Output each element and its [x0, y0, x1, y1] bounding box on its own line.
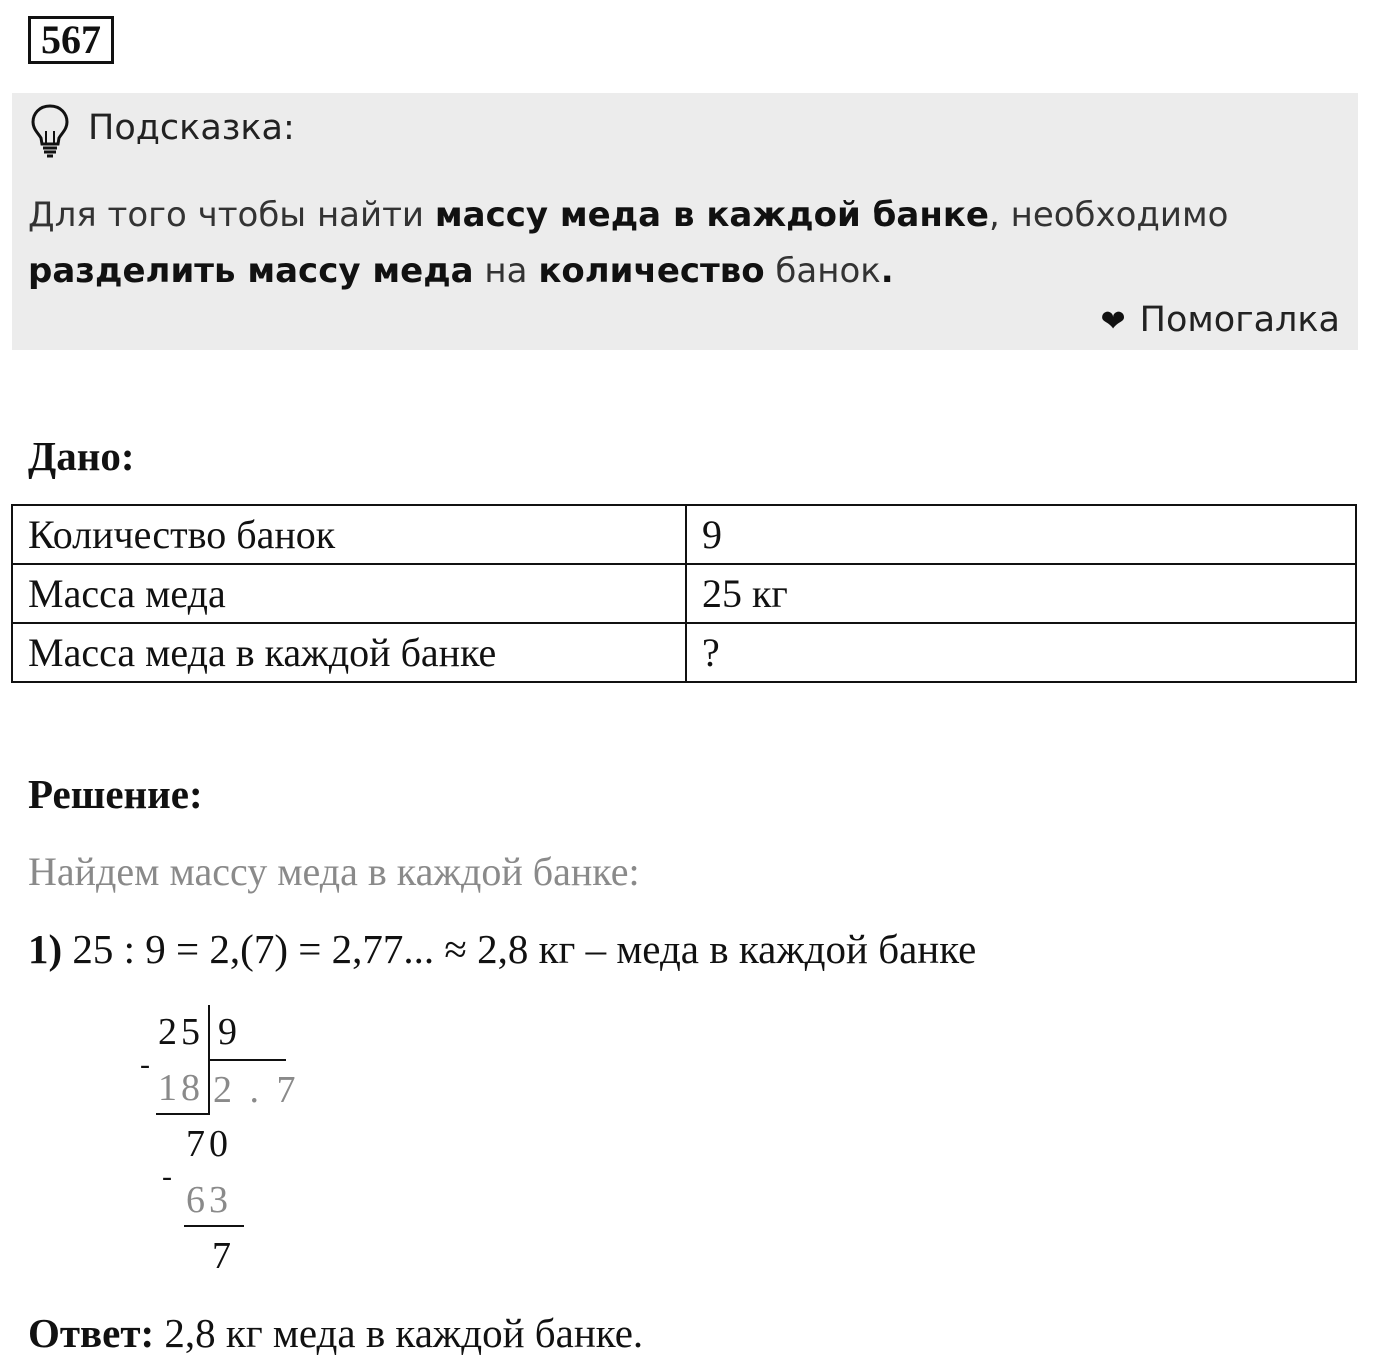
- dividend: 25: [158, 1011, 204, 1053]
- table-row: [12, 564, 1356, 623]
- hint-text-bold: .: [880, 251, 894, 291]
- heart-icon: ❤: [1100, 304, 1126, 339]
- hint-text-bold: количество: [538, 251, 765, 291]
- answer-text: 2,8 кг меда в каждой банке.: [154, 1310, 644, 1356]
- subtrahend-2: 63: [186, 1179, 232, 1221]
- solution-title: Решение:: [28, 771, 203, 817]
- step-number: 1): [28, 926, 63, 972]
- remainder-1: 70: [186, 1123, 232, 1165]
- divisor: 9: [218, 1011, 241, 1053]
- table-row: [12, 623, 1356, 682]
- brand-name: Помогалка: [1139, 300, 1340, 340]
- brand-label: [1101, 299, 1341, 343]
- answer: [28, 1308, 643, 1358]
- hint-text-bold: разделить массу меда: [28, 251, 474, 291]
- hint-text-part: , необходимо: [988, 195, 1229, 235]
- minus-sign: -: [140, 1048, 150, 1081]
- given-title: Дано:: [28, 433, 135, 479]
- solution-step: [28, 924, 976, 974]
- answer-label: Ответ:: [28, 1310, 155, 1356]
- hint-box: [12, 93, 1358, 350]
- subtraction-line: [156, 1113, 210, 1115]
- minus-sign: -: [162, 1160, 172, 1193]
- given-value: 25 кг: [686, 564, 1356, 623]
- hint-text-part: Для того чтобы найти: [28, 195, 435, 235]
- step-text: 25 : 9 = 2,(7) = 2,77... ≈ 2,8 кг – меда в каждой банке: [62, 926, 977, 972]
- lightbulb-icon: [30, 103, 70, 159]
- task-number: 567: [28, 16, 114, 64]
- hint-text: [28, 187, 1338, 299]
- hint-text-bold: массу меда в каждой банке: [434, 195, 989, 235]
- remainder-2: 7: [212, 1235, 235, 1277]
- hint-title: Подсказка:: [88, 108, 295, 148]
- solution-intro: Найдем массу меда в каждой банке:: [28, 849, 640, 894]
- hint-text-part: на: [473, 251, 539, 291]
- given-value: 9: [686, 505, 1356, 564]
- subtraction-line: [184, 1225, 244, 1227]
- given-label: Масса меда: [12, 564, 686, 623]
- given-table: [11, 504, 1357, 683]
- subtrahend-1: 18: [158, 1067, 204, 1109]
- hint-text-part: банок: [764, 251, 881, 291]
- given-label: Количество банок: [12, 505, 686, 564]
- table-row: [12, 505, 1356, 564]
- given-value: ?: [686, 623, 1356, 682]
- quotient: 2 . 7: [213, 1069, 300, 1111]
- given-label: Масса меда в каждой банке: [12, 623, 686, 682]
- division-bar-horizontal: [208, 1059, 286, 1061]
